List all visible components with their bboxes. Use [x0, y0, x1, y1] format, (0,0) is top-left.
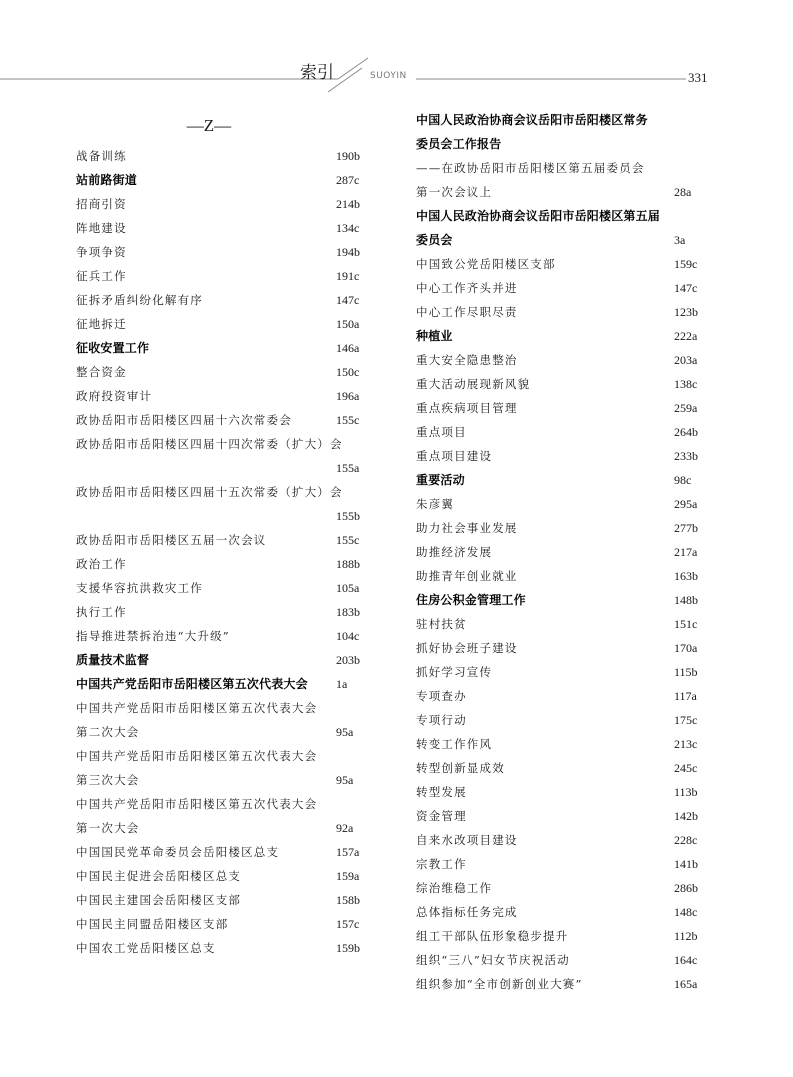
index-entry [416, 516, 710, 540]
index-entry [416, 420, 710, 444]
index-entry [416, 228, 710, 252]
index-term: 质量技术监督 [76, 653, 150, 667]
index-term: 战备训练 [76, 149, 127, 163]
index-page-ref: 95a [336, 725, 354, 739]
index-term: 中国国民党革命委员会岳阳楼区总支 [76, 845, 280, 859]
index-entry [416, 684, 710, 708]
index-entry [416, 156, 710, 180]
index-entry [76, 864, 372, 888]
index-entry [416, 396, 710, 420]
index-page-ref: 213c [674, 737, 698, 751]
index-page-ref: 286b [674, 881, 698, 895]
page-number: 331 [688, 70, 708, 85]
index-entry [76, 408, 372, 432]
index-entry [76, 768, 372, 792]
index-term: 助推经济发展 [416, 545, 493, 559]
index-term: 转型发展 [416, 785, 467, 799]
index-entry [416, 252, 710, 276]
index-term: 转变工作作风 [416, 737, 493, 751]
index-term: 专项查办 [416, 689, 467, 703]
section-heading: —Z— [186, 116, 232, 135]
index-entry [76, 840, 372, 864]
index-term: 重大安全隐患整治 [416, 353, 518, 367]
index-entry [76, 264, 372, 288]
index-page-ref: 158b [336, 893, 360, 907]
index-term: 重要活动 [416, 473, 465, 487]
index-term: 重点疾病项目管理 [416, 401, 518, 415]
index-entry [416, 132, 710, 156]
index-entry [416, 804, 710, 828]
index-term: 中国共产党岳阳市岳阳楼区第五次代表大会 [76, 749, 318, 763]
index-page-ref: 147c [674, 281, 698, 295]
index-page-ref: 148c [674, 905, 698, 919]
index-term: 宗教工作 [416, 857, 467, 871]
index-entry [416, 660, 710, 684]
index-page-ref: 245c [674, 761, 698, 775]
index-term: 政协岳阳市岳阳楼区四届十五次常委（扩大）会 [76, 485, 343, 499]
index-entry [76, 624, 372, 648]
index-page-ref: 157c [336, 917, 360, 931]
index-entry [76, 792, 372, 816]
index-page-ref: 164c [674, 953, 698, 967]
index-page-ref: 188b [336, 557, 360, 571]
index-page-ref: 159b [336, 941, 360, 955]
index-page-ref: 104c [336, 629, 360, 643]
index-entry [416, 588, 710, 612]
index-page-ref: 287c [336, 173, 360, 187]
index-page-ref: 155c [336, 413, 360, 427]
index-entry [76, 696, 372, 720]
index-page-ref: 170a [674, 641, 698, 655]
index-entry [76, 672, 372, 696]
index-page-ref: 155b [336, 509, 360, 523]
index-entry [416, 372, 710, 396]
index-term: 中国共产党岳阳市岳阳楼区第五次代表大会 [76, 677, 308, 691]
index-term: 第二次大会 [76, 725, 140, 739]
index-entry [416, 540, 710, 564]
index-list-right [416, 108, 710, 996]
index-term: 委员会 [416, 233, 453, 247]
index-term: 综治维稳工作 [416, 881, 493, 895]
index-term: 委员会工作报告 [416, 137, 502, 151]
index-page-ref: 194b [336, 245, 360, 259]
index-term: 中国人民政治协商会议岳阳市岳阳楼区第五届 [416, 209, 661, 223]
index-entry [416, 828, 710, 852]
index-entry [416, 492, 710, 516]
index-term: 第一次大会 [76, 821, 140, 835]
index-entry [416, 708, 710, 732]
index-entry [416, 852, 710, 876]
index-entry [76, 144, 372, 168]
index-page-ref: 134c [336, 221, 360, 235]
index-entry [416, 876, 710, 900]
index-entry [416, 948, 710, 972]
index-term: 总体指标任务完成 [416, 905, 518, 919]
index-page-ref: 259a [674, 401, 698, 415]
index-term: 种植业 [416, 329, 453, 343]
index-page-ref: 175c [674, 713, 698, 727]
index-term: 支援华容抗洪救灾工作 [76, 581, 203, 595]
index-term: 指导推进禁拆治违“大升级” [76, 629, 230, 643]
index-page-ref: 159c [674, 257, 698, 271]
index-page-ref: 191c [336, 269, 360, 283]
index-page-ref: 141b [674, 857, 698, 871]
index-term: 重大活动展现新风貌 [416, 377, 531, 391]
index-entry [416, 348, 710, 372]
index-entry [76, 744, 372, 768]
index-column-right [416, 108, 710, 996]
index-page-ref: 123b [674, 305, 698, 319]
index-page-ref: 146a [336, 341, 360, 355]
index-entry [76, 240, 372, 264]
header-subtitle: SUOYIN [370, 71, 407, 81]
index-entry [416, 300, 710, 324]
index-entry [76, 720, 372, 744]
index-term: 征地拆迁 [76, 317, 127, 331]
index-term: 中国民主建国会岳阳楼区支部 [76, 893, 242, 907]
index-page-ref: 155c [336, 533, 360, 547]
index-page-ref: 3a [674, 233, 686, 247]
index-term: 抓好学习宣传 [416, 665, 493, 679]
index-term: 阵地建设 [76, 221, 127, 235]
index-page-ref: 214b [336, 197, 360, 211]
index-column-left [76, 108, 372, 960]
index-term: 政协岳阳市岳阳楼区五届一次会议 [76, 533, 267, 547]
index-page-ref: 264b [674, 425, 698, 439]
index-term: 中心工作齐头并进 [416, 281, 518, 295]
index-entry [416, 564, 710, 588]
index-page-ref: 28a [674, 185, 692, 199]
index-page-ref: 112b [674, 929, 698, 943]
index-term: 组织参加“全市创新创业大赛” [416, 977, 583, 991]
index-page-ref: 233b [674, 449, 698, 463]
index-entry [76, 528, 372, 552]
index-page-ref: 222a [674, 329, 698, 343]
index-term: 组工干部队伍形象稳步提升 [416, 929, 569, 943]
index-page-ref: 196a [336, 389, 360, 403]
index-page-ref: 295a [674, 497, 698, 511]
index-entry [76, 312, 372, 336]
index-term: 整合资金 [76, 365, 127, 379]
index-term: 组织“三八”妇女节庆祝活动 [416, 953, 570, 967]
index-entry [76, 336, 372, 360]
index-page-ref: 138c [674, 377, 698, 391]
index-entry [416, 756, 710, 780]
index-term: 第一次会议上 [416, 185, 493, 199]
index-entry [416, 900, 710, 924]
header-rule [0, 0, 793, 100]
index-page-ref: 105a [336, 581, 360, 595]
index-page-ref: 147c [336, 293, 360, 307]
index-term: 转型创新显成效 [416, 761, 505, 775]
index-page-ref: 165a [674, 977, 698, 991]
index-entry [76, 456, 372, 480]
index-entry [416, 972, 710, 996]
index-page-ref: 217a [674, 545, 698, 559]
index-entry [416, 468, 710, 492]
index-term: 专项行动 [416, 713, 467, 727]
index-entry [416, 276, 710, 300]
index-term: 中国共产党岳阳市岳阳楼区第五次代表大会 [76, 701, 318, 715]
index-page-ref: 150a [336, 317, 360, 331]
index-entry [76, 504, 372, 528]
index-entry [76, 648, 372, 672]
index-term: 第三次大会 [76, 773, 140, 787]
index-entry [76, 384, 372, 408]
index-term: ——在政协岳阳市岳阳楼区第五届委员会 [416, 161, 645, 175]
index-term: 中国共产党岳阳市岳阳楼区第五次代表大会 [76, 797, 318, 811]
index-term: 政治工作 [76, 557, 127, 571]
index-page-ref: 115b [674, 665, 698, 679]
index-term: 重点项目建设 [416, 449, 493, 463]
index-page-ref: 117a [674, 689, 697, 703]
index-term: 重点项目 [416, 425, 467, 439]
index-term: 征兵工作 [76, 269, 127, 283]
index-entry [76, 480, 372, 504]
index-page-ref: 113b [674, 785, 698, 799]
index-term: 招商引资 [76, 197, 127, 211]
index-entry [416, 924, 710, 948]
index-term: 中国民主同盟岳阳楼区支部 [76, 917, 229, 931]
index-page-ref: 1a [336, 677, 348, 691]
index-term: 助力社会事业发展 [416, 521, 518, 535]
index-page-ref: 183b [336, 605, 360, 619]
index-term: 住房公积金管理工作 [416, 593, 526, 607]
index-entry [76, 912, 372, 936]
index-term: 争项争资 [76, 245, 127, 259]
index-entry [76, 360, 372, 384]
index-term: 执行工作 [76, 605, 127, 619]
index-entry [416, 780, 710, 804]
header-title: 索引 [300, 63, 334, 83]
index-entry [76, 216, 372, 240]
index-term: 自来水改项目建设 [416, 833, 518, 847]
index-page-ref: 92a [336, 821, 354, 835]
index-term: 抓好协会班子建设 [416, 641, 518, 655]
index-term: 政府投资审计 [76, 389, 153, 403]
index-entry [76, 192, 372, 216]
index-entry [416, 324, 710, 348]
index-page-ref: 228c [674, 833, 698, 847]
page-header [0, 0, 793, 100]
index-entry [76, 432, 372, 456]
index-page-ref: 203b [336, 653, 360, 667]
index-page-ref: 95a [336, 773, 354, 787]
index-entry [76, 168, 372, 192]
index-term: 政协岳阳市岳阳楼区四届十四次常委（扩大）会 [76, 437, 343, 451]
index-term: 政协岳阳市岳阳楼区四届十六次常委会 [76, 413, 292, 427]
index-term: 站前路街道 [76, 173, 138, 187]
index-page-ref: 155a [336, 461, 360, 475]
index-page-ref: 277b [674, 521, 698, 535]
index-page-ref: 203a [674, 353, 698, 367]
index-page-ref: 142b [674, 809, 698, 823]
index-entry [416, 612, 710, 636]
index-entry [416, 636, 710, 660]
index-page-ref: 159a [336, 869, 360, 883]
index-page-ref: 190b [336, 149, 360, 163]
index-page-ref: 150c [336, 365, 360, 379]
index-page-ref: 98c [674, 473, 692, 487]
index-entry [76, 816, 372, 840]
index-page-ref: 151c [674, 617, 698, 631]
index-entry [76, 936, 372, 960]
index-term: 征拆矛盾纠纷化解有序 [76, 293, 203, 307]
index-entry [416, 204, 710, 228]
index-entry [76, 552, 372, 576]
index-page-ref: 157a [336, 845, 360, 859]
index-entry [76, 600, 372, 624]
index-page-ref: 163b [674, 569, 698, 583]
index-term: 中国致公党岳阳楼区支部 [416, 257, 556, 271]
index-term: 中国农工党岳阳楼区总支 [76, 941, 216, 955]
index-entry [76, 888, 372, 912]
index-term: 中心工作尽职尽责 [416, 305, 518, 319]
index-term: 驻村扶贫 [416, 617, 467, 631]
index-page-ref: 148b [674, 593, 698, 607]
index-term: 资金管理 [416, 809, 467, 823]
index-entry [76, 576, 372, 600]
index-entry [416, 180, 710, 204]
index-entry [76, 288, 372, 312]
index-term: 征收安置工作 [76, 341, 150, 355]
index-term: 中国民主促进会岳阳楼区总支 [76, 869, 242, 883]
index-term: 助推青年创业就业 [416, 569, 518, 583]
index-list-left [76, 144, 372, 960]
index-term: 中国人民政治协商会议岳阳市岳阳楼区常务 [416, 113, 648, 127]
index-entry [416, 108, 710, 132]
index-term: 朱彦翼 [416, 497, 455, 511]
index-entry [416, 732, 710, 756]
index-entry [416, 444, 710, 468]
